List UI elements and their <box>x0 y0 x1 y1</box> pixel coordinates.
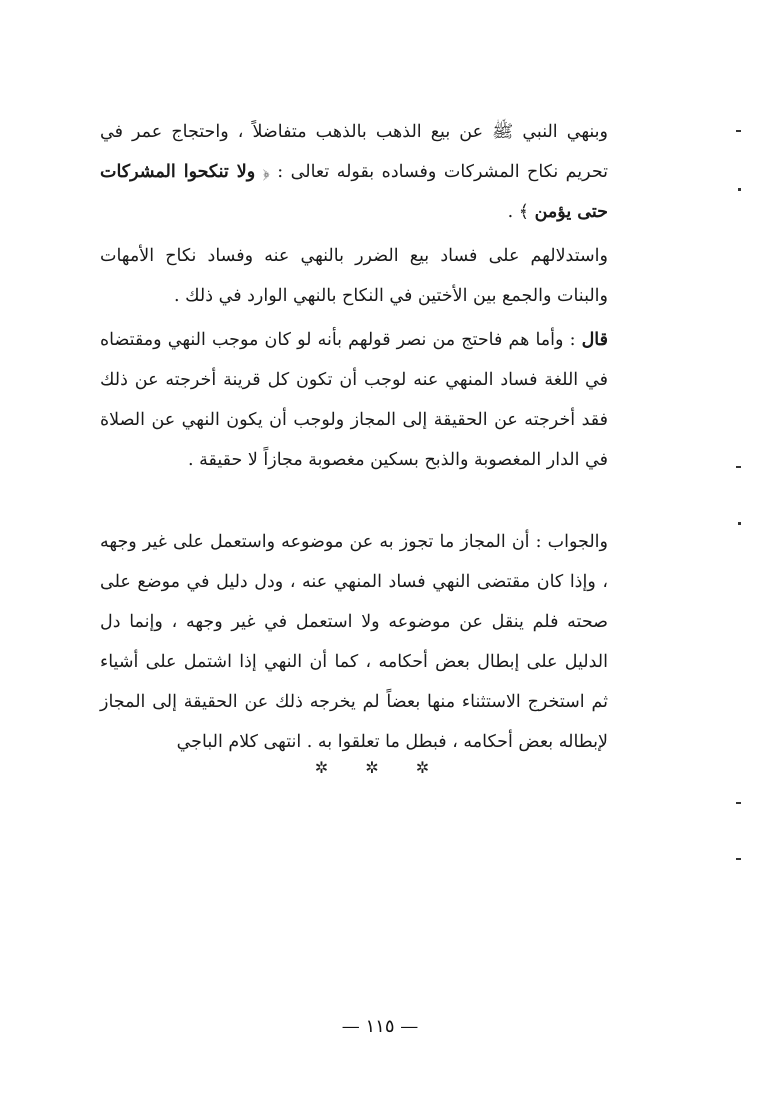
margin-mark <box>738 522 741 525</box>
margin-mark <box>736 802 741 804</box>
margin-mark <box>738 188 741 191</box>
qala-label: قال <box>581 330 608 350</box>
margin-mark <box>736 858 741 860</box>
page-number: — ١١٥ — <box>341 1016 419 1037</box>
verse-closing-bracket: ﴾ . <box>507 202 535 222</box>
paragraph-4 <box>100 522 608 762</box>
margin-mark <box>736 130 741 132</box>
quran-verse: ولا تنكحوا المشركات حتى يؤمن <box>100 162 608 222</box>
paragraph-3-text: : وأما هم فاحتج من نصر قولهم بأنه لو كان موجب النهي ومقتضاه في اللغة فساد المنهي عنه لوجب أن تكون كل قرينة أخرجته عن ذلك فقد أخرجته عن الحقيقة إلى المجاز ولوجب أن يكون النهي عن الصلاة في الدار المغصوبة والذبح بسكين مغصوبة مجازاً لا حقيقة . <box>100 330 608 470</box>
paragraph-1 <box>100 112 608 232</box>
paragraph-4-text: والجواب : أن المجاز ما تجوز به عن موضوعه واستعمل على غير وجهه ، وإذا كان مقتضى النهي فساد المنهي عنه ، ودل دليل في موضع على صحته فلم ينقل عن موضوعه ولا استعمل في غير وجهه ، وإنما دل الدليل على إبطال بعض أحكامه ، كما أن النهي إذا اشتمل على أشياء ثم استخرج الاستثناء منها بعضاً لم يخرجه ذلك عن الحقيقة إلى المجاز لإبطاله بعض أحكامه ، فبطل ما تعلقوا به . انتهى كلام الباجي <box>100 532 608 752</box>
margin-mark <box>736 466 741 468</box>
paragraph-1-text: وبنهي النبي ﷺ عن بيع الذهب بالذهب متفاضلاً ، واحتجاج عمر في تحريم نكاح المشركات وفساده بقوله تعالى : ﴿ <box>100 122 608 182</box>
paragraph-2-text: واستدلالهم على فساد بيع الضرر بالنهي عنه وفساد نكاح الأمهات والبنات والجمع بين الأختين في النكاح بالنهي الوارد في ذلك . <box>100 246 608 306</box>
paragraph-2 <box>100 236 608 316</box>
section-separator: ✲ ✲ ✲ <box>314 758 446 777</box>
paragraph-3 <box>100 320 608 480</box>
